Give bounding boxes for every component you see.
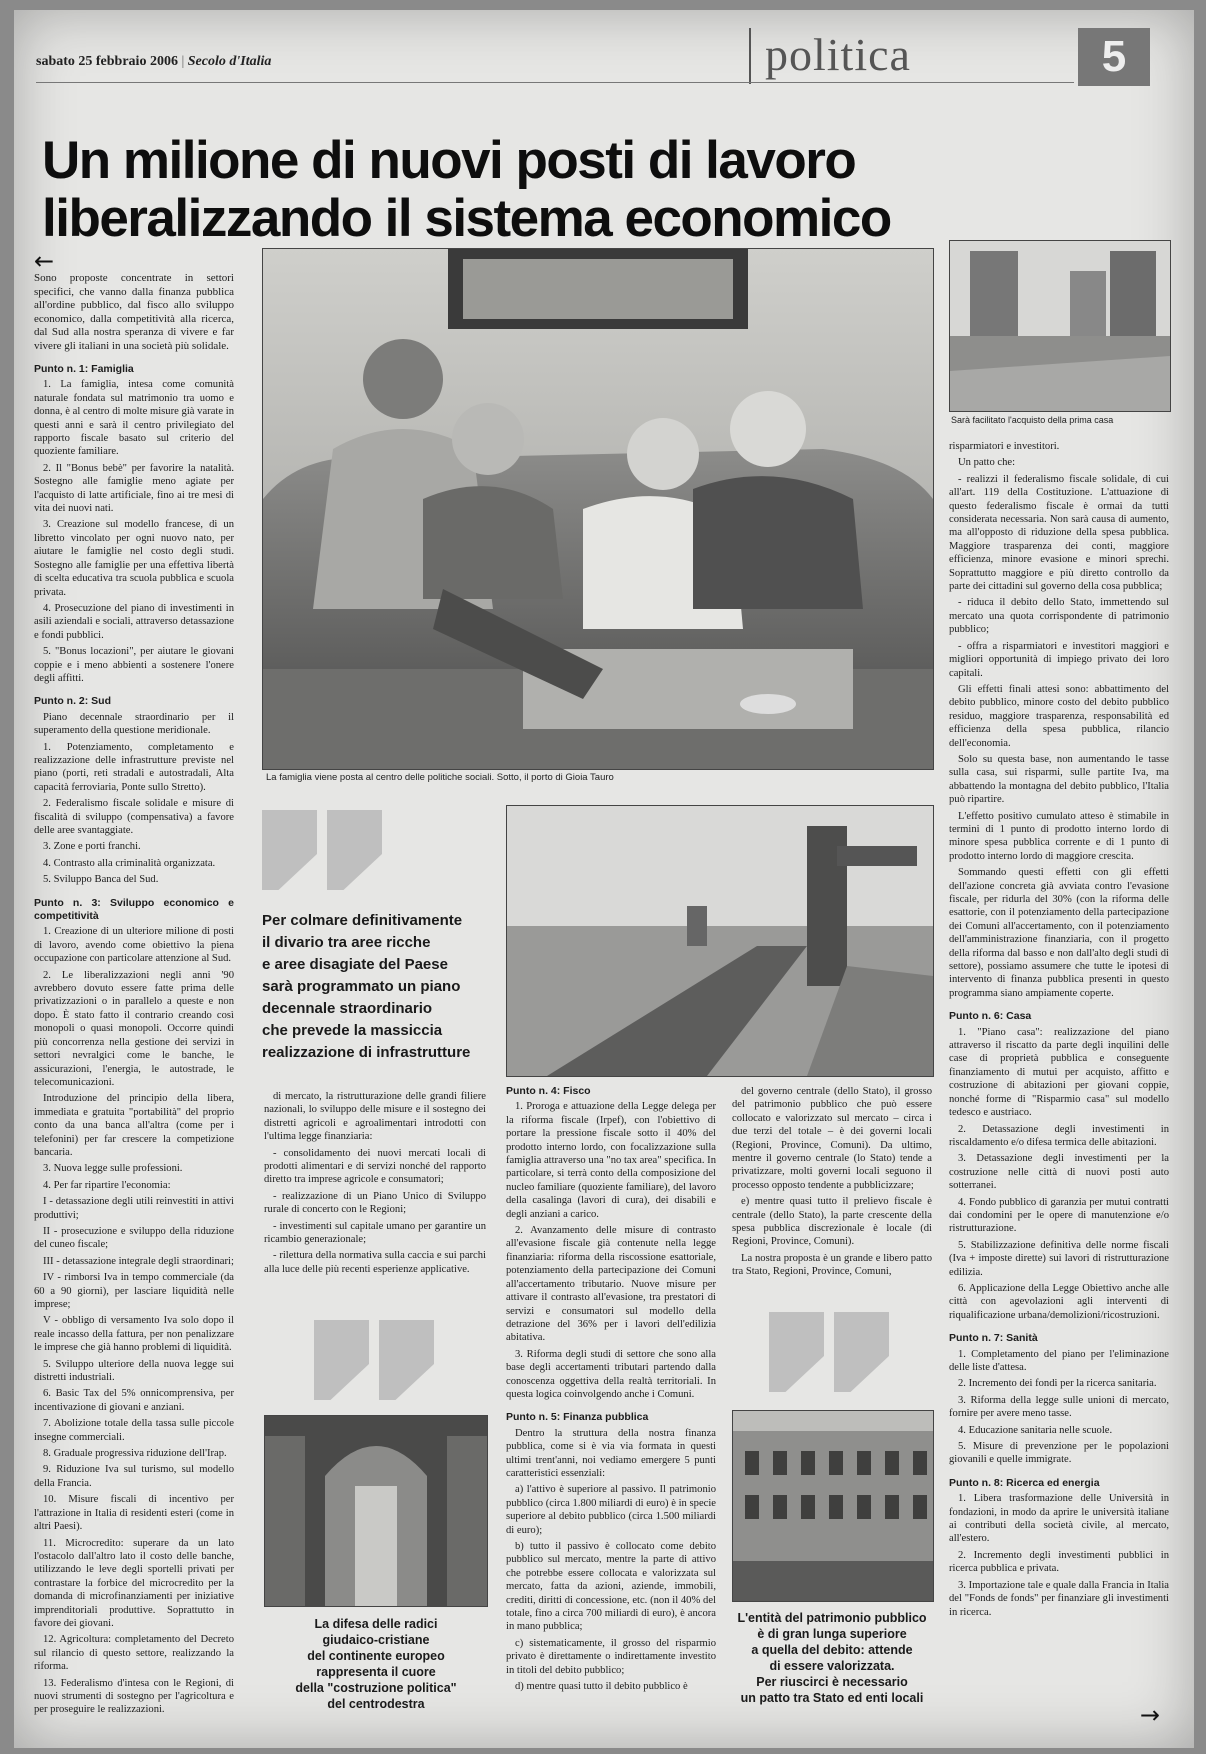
paragraph: Piano decennale straordinario per il superamento della questione meridionale. — [34, 711, 234, 737]
section-title-finanza: Punto n. 5: Finanza pubblica — [506, 1411, 649, 1424]
pull-quote-line: La difesa delle radici — [314, 1617, 438, 1631]
paragraph: 4. Educazione sanitaria nelle scuole. — [958, 1424, 1113, 1436]
headline-line-2: liberalizzando il sistema economico — [42, 189, 891, 248]
pull-quote-line: Per colmare definitivamente — [262, 912, 463, 929]
paragraph: 5. Misure di prevenzione per le popolazioni giovanili e quelle immigrate. — [949, 1441, 1169, 1466]
paragraph: 2. Il "Bonus bebè" per favorire la natalità. Sostegno alle famiglie meno agiate per l'acquisto di latte artificiale, fino ai tre mesi di vita dei nuovi nati. — [34, 462, 234, 515]
paragraph: 1. Creazione di un ulteriore milione di posti di lavoro, avendo come obiettivo la piena occupazione con particolare attenzione al Sud. — [34, 926, 234, 965]
port-photo — [506, 805, 934, 1077]
section-title-casa: Punto n. 6: Casa — [949, 1010, 1032, 1023]
pull-quote-line: rappresenta il cuore — [316, 1665, 436, 1679]
paragraph: Sommando questi effetti con gli effetti dell'azione concreta già avviata contro l'evasione fiscale, per ridurla del 30% (con la riforma delle esattorie, con il potenziamento della partecipazione dei Comuni all'accertamento, con il potenziamento dell'amministrazione finanziaria, con il progetto della riforma dal basso e non dall'alto degli studi di settore), possiamo assumere che tutte le ipotesi di intervento di finanza pubblica presenti in questo programma siano ampiamente coperte. — [949, 867, 1169, 999]
column-5 — [949, 440, 1169, 1720]
paragraph: 5. Sviluppo ulteriore della nuova legge sui distretti industriali. — [34, 1358, 234, 1384]
paragraph: del governo centrale (dello Stato), il grosso del patrimonio pubblico che può essere collocato e valorizzato sul mercato – circa i due terzi del totale – è dei governi locali (Regioni, Province, Comuni). Da ultimo, mentre il governo centrale (lo Stato) tende a privatizzare, molti governi locali seguono il processo opposto tendente a pubblicizzare; — [732, 1086, 932, 1191]
quote-mark-icon — [314, 1320, 369, 1400]
paragraph: Un patto che: — [958, 457, 1016, 469]
intro-paragraph: Sono proposte concentrate in settori specifici, che vanno dalla finanza pubblica all'ordine pubblico, dal fisco allo sviluppo economico, dalla competitività alla ricerca, dal Sud alla nostra speranza di vivere e far vivere gli italiani in una società più solidale. — [34, 272, 234, 352]
paragraph: Solo su questa base, non aumentando le tasse sulla casa, sui risparmi, sulle partite Iva, ma abbattendo la montagna del debito pubblico, l'Italia può ripartire. — [949, 753, 1169, 806]
paragraph: 3. Riforma degli studi di settore che sono alla base degli accertamenti tributari partendo dalla conoscenza oggettiva della realtà territoriali. In questa logica coinvolgendo anche i Comuni. — [506, 1348, 716, 1400]
section-title-sviluppo: Punto n. 3: Sviluppo economico e competitività — [34, 896, 234, 923]
family-photo-illustration — [263, 249, 933, 769]
housing-photo-illustration — [950, 241, 1170, 411]
paragraph: - riduca il debito dello Stato, immettendo sul mercato una quota corrispondente di patrimonio pubblico; — [949, 597, 1169, 636]
pull-quote-1 — [262, 910, 487, 1064]
paragraph: 12. Agricoltura: completamento del Decreto sul rilancio di questo settore, realizzando la riforma. — [34, 1634, 234, 1673]
paragraph: 6. Applicazione della Legge Obiettivo anche alle città con agevolazioni agli interventi di riqualificazione urbana/demolizioni/ricostruzioni. — [949, 1282, 1169, 1321]
pull-quote-line: il divario tra aree ricche — [262, 934, 431, 951]
quote-marks-2 — [314, 1320, 434, 1400]
paragraph: Introduzione del principio della libera, immediata e gratuita "portabilità" del proprio conto da una banca all'altra (come per i telefonini) per far crescere la competizione bancaria. — [34, 1093, 234, 1158]
paragraph: V - obbligo di versamento Iva solo dopo il reale incasso della fattura, per non penalizzare le imprese che già hanno problemi di liquidità. — [34, 1315, 234, 1354]
paragraph: Dentro la struttura della nostra finanza pubblica, come si è via via formata in questi ultimi trent'anni, noi vediamo emergere 5 punti caratteristici essenziali: — [506, 1427, 716, 1479]
pull-quote-line: a quella del debito: attende — [751, 1643, 913, 1657]
paragraph: 4. Fondo pubblico di garanzia per mutui contratti dai condomini per le opere di manutenzione e/o ristrutturazione. — [949, 1196, 1169, 1235]
paragraph: 2. Avanzamento delle misure di contrasto all'evasione fiscale già contenute nella legge finanziaria: riforma della riscossione esattoriale, potenziamento della partecipazione dei Comuni all'accertamento tributario. Nuove misure per attivare il contrasto all'evasione, tra prestatori di servizi e consumatori sul modello della detrazione del 36% per i lavori dell'edilizia abitativa. — [506, 1225, 716, 1344]
paragraph: 3. Zone e porti franchi. — [43, 841, 141, 853]
paragraph: 5. Stabilizzazione definitiva delle norme fiscali (Iva + imposte dirette) sui lavori di ristrutturazione edilizia. — [949, 1239, 1169, 1278]
paragraph: 2. Le liberalizzazioni negli anni '90 avrebbero dovuto essere fatte prima delle privatizzazioni o in parallelo a queste e non dopo. È stato fatto il contrario creando così monopoli o quasi monopoli. Occorre quindi più concorrenza nella gestione dei servizi in settori nevralgici come le banche, le assicurazioni, l'energia, le autostrade, le telecomunicazioni. — [34, 969, 234, 1088]
quote-mark-icon — [262, 810, 317, 890]
paragraph: 1. Completamento del piano per l'eliminazione delle liste d'attesa. — [949, 1348, 1169, 1373]
quote-marks-1 — [262, 810, 382, 890]
pull-quote-line: Per riuscirci è necessario — [756, 1675, 908, 1689]
paragraph: - offra a risparmiatori e investitori maggiori e migliori opportunità di impiego privato dei loro capitali. — [949, 640, 1169, 679]
newspaper-page — [14, 10, 1194, 1748]
paragraph: 8. Graduale progressiva riduzione dell'Irap. — [43, 1448, 227, 1460]
section-title-sud: Punto n. 2: Sud — [34, 695, 111, 708]
date-text: sabato 25 febbraio 2006 — [36, 54, 178, 69]
paragraph: I - detassazione degli utili reinvestiti in attivi produttivi; — [34, 1196, 234, 1221]
paragraph: 9. Riduzione Iva sul turismo, sul modello della Francia. — [34, 1464, 234, 1489]
back-arrow-icon: ← — [34, 250, 55, 275]
port-photo-illustration — [507, 806, 933, 1076]
headline-line-1: Un milione di nuovi posti di lavoro — [42, 131, 856, 190]
paragraph: 3. Detassazione degli investimenti per la costruzione nelle città di nuovi posti auto sotterranei. — [949, 1153, 1169, 1192]
paragraph: 4. Prosecuzione del piano di investimenti in asili aziendali e sociali, attraverso detassazione e fondi pubblici. — [34, 602, 234, 641]
pull-quote-line: giudaico-cristiane — [322, 1633, 430, 1647]
pull-quote-2 — [276, 1616, 476, 1712]
paragraph: 7. Abolizione totale della tassa sulle piccole insegne commerciali. — [34, 1418, 234, 1443]
paragraph: d) mentre quasi tutto il debito pubblico è — [515, 1681, 688, 1693]
pull-quote-line: di essere valorizzata. — [769, 1659, 895, 1673]
section-title-ricerca: Punto n. 8: Ricerca ed energia — [949, 1476, 1100, 1489]
section-title: politica — [749, 28, 911, 84]
paragraph: La nostra proposta è un grande e libero patto tra Stato, Regioni, Province, Comuni, — [732, 1252, 932, 1278]
pull-quote-line: è di gran lunga superiore — [757, 1627, 907, 1641]
quote-marks-3 — [769, 1312, 889, 1392]
pull-quote-line: della "costruzione politica" — [295, 1681, 457, 1695]
page-date: sabato 25 febbraio 2006 | Secolo d'Italia — [36, 54, 272, 69]
family-photo — [262, 248, 934, 770]
quote-mark-icon — [834, 1312, 889, 1392]
paragraph: - realizzazione di un Piano Unico di Sviluppo rurale di concerto con le Regioni; — [264, 1190, 486, 1216]
paragraph: 1. Potenziamento, completamento e realizzazione delle infrastrutture previste nel piano (porti, reti stradali e autostradali, Alta capacità ferroviaria, Ponte sullo Stretto). — [34, 741, 234, 793]
paragraph: 1. "Piano casa": realizzazione del piano attraverso il riscatto da parte degli inquilini delle case di proprietà pubblica e conseguente finanziamento di mutui per acquisto, affitto e costruzione di abitazioni per giovani coppie, nonché forme di "Risparmio casa" sul modello tedesco e austriaco. — [949, 1026, 1169, 1119]
pull-quote-3 — [726, 1610, 938, 1706]
paragraph: risparmiatori e investitori. — [949, 441, 1060, 452]
column-1 — [34, 250, 234, 1740]
church-photo-illustration — [265, 1416, 487, 1606]
header-rule — [36, 82, 1074, 83]
paragraph: 2. Federalismo fiscale solidale e misure di fiscalità di sviluppo (compensativa) a favore delle aree svantaggiate. — [34, 798, 234, 836]
paragraph: Gli effetti finali attesi sono: abbattimento del debito pubblico, minore costo del debito pubblico residuo, maggiore trasparenza, responsabilità ed efficienza della spesa pubblica, rilancio dell'economia. — [949, 683, 1169, 749]
paragraph: di mercato, la ristrutturazione delle grandi filiere nazionali, lo sviluppo delle misure e il sostegno dei distretti agricoli e agroalimentari introdotti con l'ultima legge finanziaria: — [264, 1091, 486, 1143]
pull-quote-line: realizzazione di infrastrutture — [262, 1044, 471, 1061]
pull-quote-line: decennale straordinario — [262, 1000, 433, 1017]
paragraph: 11. Microcredito: superare da un lato l'ostacolo dall'altro lato il costo delle banche, utilizzando le leve degli sportelli privati per contrastare la forbice del microcredito per la domanda di microfinanziamenti per iniziative imprenditoriali produttive. Soprattutto in favore dei giovani. — [34, 1537, 234, 1629]
pull-quote-line: L'entità del patrimonio pubblico — [737, 1611, 927, 1625]
paragraph: 5. "Bonus locazioni", per aiutare le giovani coppie e i meno abbienti a sostenere l'onere degli affitti. — [34, 646, 234, 684]
housing-photo-caption: Sarà facilitato l'acquisto della prima casa — [951, 415, 1114, 425]
paragraph: e) mentre quasi tutto il prelievo fiscale è centrale (dello Stato), la parte crescente della spesa pubblica discrezionale è locale (di Regioni, Province, Comuni). — [732, 1196, 932, 1248]
paragraph: 4. Per far ripartire l'economia: — [43, 1179, 171, 1191]
paragraph: 5. Sviluppo Banca del Sud. — [43, 874, 159, 886]
paragraph: 6. Basic Tax del 5% onnicomprensiva, per incentivazione di giovani e anziani. — [34, 1388, 234, 1413]
quote-mark-icon — [379, 1320, 434, 1400]
pull-quote-line: che prevede la massiccia — [262, 1022, 443, 1039]
pull-quote-line: sarà programmato un piano — [262, 978, 461, 995]
paragraph: 2. Incremento dei fondi per la ricerca sanitaria. — [958, 1378, 1157, 1390]
section-title-fisco: Punto n. 4: Fisco — [506, 1085, 591, 1097]
newspaper-name: Secolo d'Italia — [187, 54, 272, 69]
paragraph: 10. Misure fiscali di incentivo per l'attrazione in Italia di residenti esteri (come in altri Paesi). — [34, 1494, 234, 1533]
paragraph: a) l'attivo è superiore al passivo. Il patrimonio pubblico (circa 1.800 miliardi di euro) è in specie superiore al debito pubblico (circa 1.500 miliardi di euro); — [506, 1484, 716, 1536]
paragraph: 1. La famiglia, intesa come comunità naturale fondata sul matrimonio tra uomo e donna, è al centro di molte misure già varate in questi anni e sarà il centro privilegiato del rapporto fiscale basato sul criterio del quoziente familiare. — [34, 379, 234, 458]
paragraph: c) sistematicamente, il grosso del risparmio privato è direttamente o indirettamente investito in titoli del debito pubblico; — [506, 1637, 716, 1676]
paragraph: IV - rimborsi Iva in tempo commerciale (da 60 a 90 giorni), per lasciare liquidità nelle imprese; — [34, 1272, 234, 1310]
church-photo — [264, 1415, 488, 1607]
paragraph: 4. Contrasto alla criminalità organizzata. — [43, 857, 216, 869]
section-title-sanita: Punto n. 7: Sanità — [949, 1332, 1038, 1345]
paragraph: - investimenti sul capitale umano per garantire un ricambio generazionale; — [264, 1220, 486, 1246]
palace-photo — [732, 1410, 934, 1602]
housing-photo — [949, 240, 1171, 412]
paragraph: b) tutto il passivo è collocato come debito pubblico sul mercato, mentre la parte di attivo che potrebbe essere collocata e valorizzata sul mercato, fatta da azioni, aziende, immobili, crediti, diritti di concessione, etc. (non il 40% del totale, fino a circa 700 miliardi di euro), è ancora in mano pubblica; — [506, 1541, 716, 1633]
section-title-famiglia: Punto n. 1: Famiglia — [34, 363, 134, 375]
paragraph: 3. Importazione tale e quale dalla Francia in Italia del "Fonds de fonds" per finanziare gli investimenti in ricerca. — [949, 1579, 1169, 1618]
quote-mark-icon — [769, 1312, 824, 1392]
column-4 — [732, 1085, 932, 1282]
paragraph: 1. Libera trasformazione delle Università in fondazioni, in modo da aprire le università italiane ai contributi della società civile, al mercato, all'estero. — [949, 1493, 1169, 1545]
paragraph: 3. Nuova legge sulle professioni. — [43, 1163, 183, 1175]
paragraph: II - prosecuzione e sviluppo della riduzione del cuneo fiscale; — [34, 1225, 234, 1251]
next-arrow-icon: → — [1139, 1701, 1160, 1729]
paragraph: 1. Proroga e attuazione della Legge delega per la riforma fiscale (Irpef), con l'obiettivo di portare la pressione fiscale sotto il 40% del prodotto interno lordo, con focalizzazione sulla famiglia attraverso una "no tax area" specifica. In particolare, si terrà conto della composizione del nucleo familiare (quoziente familiare), del lavoro della casalinga (lavori di cura), dei disabili e degli anziani a carico. — [506, 1101, 716, 1220]
headline — [42, 132, 942, 248]
paragraph: 13. Federalismo d'intesa con le Regioni, di nuovi strumenti di sostegno per l'agricoltura e per proseguire le realizzazioni. — [34, 1677, 234, 1716]
paragraph: 2. Detassazione degli investimenti in riscaldamento e/o difesa termica delle abitazioni. — [949, 1123, 1169, 1148]
paragraph: - realizzi il federalismo fiscale solidale, di cui all'art. 119 della Costituzione. L'attuazione di questo federalismo fiscale è ormai da tutti considerata necessaria. Non sarà causa di aumento, ma all'opposto di riduzione della spesa pubblica. Maggiore trasparenza dei conti, maggiore efficienza, minore evasione e minori sprechi. Soprattutto maggiore e più diretto controllo da parte dei cittadini sul governo della cosa pubblica; — [949, 473, 1169, 593]
quote-mark-icon — [327, 810, 382, 890]
paragraph: - consolidamento dei nuovi mercati locali di prodotti alimentari e di servizi nonché del rapporto diretto tra imprese agricole e consumatori; — [264, 1147, 486, 1186]
paragraph: - rilettura della normativa sulla caccia e sui parchi alla luce delle più recenti esperienze applicative. — [264, 1250, 486, 1275]
pull-quote-line: del centrodestra — [327, 1697, 425, 1711]
paragraph: 3. Riforma della legge sulle unioni di mercato, fornire per avere meno tasse. — [949, 1394, 1169, 1420]
pull-quote-line: e aree disagiate del Paese — [262, 956, 448, 973]
pull-quote-line: del continente europeo — [307, 1649, 445, 1663]
paragraph: III - detassazione integrale degli straordinari; — [43, 1255, 234, 1267]
paragraph: 3. Creazione sul modello francese, di un libretto vincolato per ogni nuovo nato, per aiutare le famiglie nel costo degli studi. Sostegno alle famiglie per una effettiva libertà di scelta educativa tra scuola pubblica e scuola privata. — [34, 519, 234, 598]
column-3 — [506, 1085, 716, 1745]
paragraph: 2. Incremento degli investimenti pubblici in ricerca pubblica e privata. — [949, 1549, 1169, 1575]
palace-photo-illustration — [733, 1411, 933, 1601]
pull-quote-line: un patto tra Stato ed enti locali — [740, 1691, 924, 1705]
page-number: 5 — [1078, 28, 1150, 86]
paragraph: L'effetto positivo cumulato atteso è stimabile in termini di 1 punto di prodotto interno lordo di minore spesa pubblica corrente e di 1 punto di prodotto interno lordo di maggiore crescita. — [949, 810, 1169, 862]
family-photo-caption: La famiglia viene posta al centro delle politiche sociali. Sotto, il porto di Gioia Tauro — [266, 772, 614, 783]
column-2 — [264, 1090, 486, 1279]
